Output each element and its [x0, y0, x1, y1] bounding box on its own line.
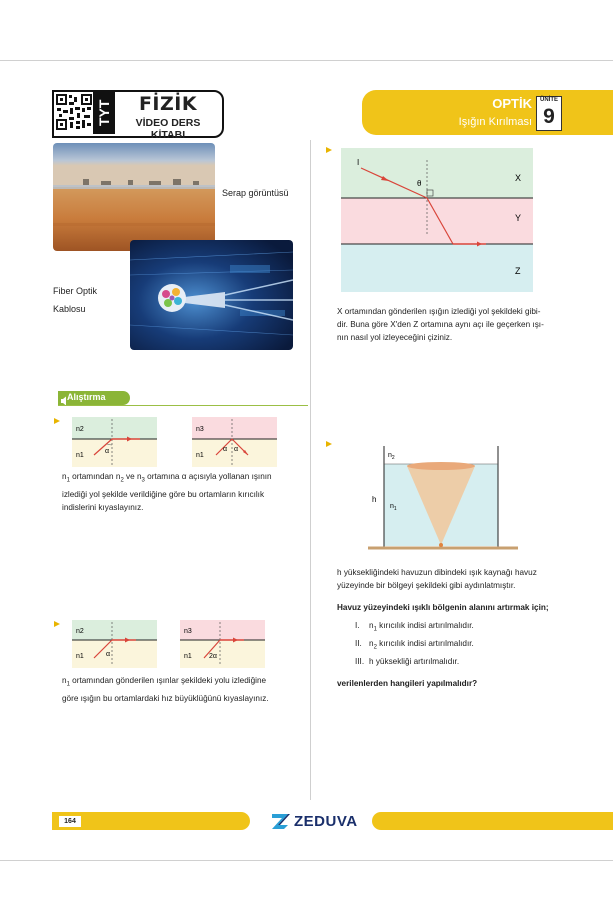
question-text: $n_1$ ortamından gönderilen ışınlar şekildeki yolu izlediğine göre ışığın bu ortamlardaki hız büyüklüğünü kıyaslayınız. — [62, 676, 269, 703]
refraction-figure-n2 — [72, 620, 157, 668]
footer-bar-left — [52, 812, 250, 830]
brand-logo-icon — [270, 812, 292, 831]
question-text: X ortamından gönderilen ışığın izlediği yol şekildeki gibi- dir. Buna göre X'den Z ortamına aynı açı ile geçerken ışı- nın nasıl yol izleyeceğini çiziniz. — [337, 307, 544, 342]
fig-label-n1: n1 — [184, 653, 192, 660]
unit-number: 9 — [543, 105, 555, 128]
fig-label-n3: n3 — [184, 628, 192, 635]
refraction-figure-n3 — [180, 620, 265, 668]
option-1: I. $n_1$ kırıcılık indisi artırılmalıdır. — [355, 621, 474, 633]
angle-theta: θ — [417, 179, 422, 188]
fig-angle-alpha-left: α — [223, 446, 228, 453]
bottom-rule — [0, 860, 613, 861]
brand-name: ZEDUVA — [294, 813, 358, 830]
exercise-label: Alıştırma — [67, 392, 106, 402]
ray-label-i: I — [357, 158, 360, 167]
fig-angle-alpha-right: α — [234, 446, 239, 453]
medium-x-label: X — [515, 173, 522, 183]
exercise-rule — [58, 405, 308, 406]
question-marker-icon — [326, 441, 332, 447]
column-divider — [310, 140, 311, 800]
question-marker-icon — [54, 418, 60, 424]
pool-figure — [362, 442, 522, 554]
book-title: VİDEO DERS KİTABI — [135, 117, 201, 141]
unit-subtitle: Işığın Kırılması — [458, 116, 532, 128]
question-marker-icon — [54, 621, 60, 627]
fiber-caption-line1: Fiber Optik — [53, 286, 98, 296]
pool-label-n1: $n_1$ — [390, 503, 397, 512]
mirage-caption: Serap görüntüsü — [222, 188, 289, 198]
exam-label: TYT — [93, 92, 115, 134]
three-media-figure — [341, 148, 533, 292]
fig-label-n2: n2 — [76, 426, 84, 433]
unit-label: ÜNİTE — [540, 97, 558, 103]
top-rule — [0, 60, 613, 61]
pool-label-h: h — [372, 495, 377, 504]
refraction-figure-n3 — [192, 417, 277, 467]
question-stem: Havuz yüzeyindeki ışıklı bölgenin alanını artırmak için; — [337, 603, 549, 612]
footer-bar-right — [372, 812, 613, 830]
pool-label-n2: $n_2$ — [388, 452, 395, 461]
question-text: $n_1$ ortamından $n_2$ ve $n_3$ ortamına α açısıyla yollanan ışının izlediği yol şekilde verildiğine göre bu ortamların kırıcılık indislerini kıyaslayınız. — [62, 472, 272, 512]
fiber-caption-line2: Kablosu — [53, 304, 86, 314]
fig-label-n2: n2 — [76, 628, 84, 635]
option-2: II. $n_2$ kırıcılık indisi artırılmalıdır. — [355, 639, 474, 651]
fig-angle-2alpha: 2α — [209, 653, 217, 660]
mirage-photo — [53, 143, 215, 251]
unit-title: OPTİK — [492, 96, 532, 111]
qr-code-icon[interactable] — [55, 93, 93, 131]
question-text: h yüksekliğindeki havuzun dibindeki ışık kaynağı havuz yüzeyinde bir bölgeyi şekildeki gibi aydınlatmıştır. — [337, 568, 537, 590]
fig-label-n1: n1 — [76, 653, 84, 660]
fig-label-n3: n3 — [196, 426, 204, 433]
fig-angle-alpha: α — [105, 448, 110, 455]
question-final: verilenlerden hangileri yapılmalıdır? — [337, 679, 478, 688]
refraction-figure-n2 — [72, 417, 157, 467]
fig-label-n1: n1 — [196, 452, 204, 459]
medium-y-label: Y — [515, 213, 522, 223]
subject-title: FİZİK — [138, 93, 198, 115]
fig-label-n1: n1 — [76, 452, 84, 459]
page-number: 164 — [59, 816, 81, 827]
fiber-optic-photo — [130, 240, 293, 350]
option-3: III. h yüksekliği artırılmalıdır. — [355, 657, 460, 666]
question-marker-icon — [326, 147, 332, 153]
medium-z-label: Z — [515, 266, 521, 276]
fig-angle-alpha: α — [106, 651, 111, 658]
